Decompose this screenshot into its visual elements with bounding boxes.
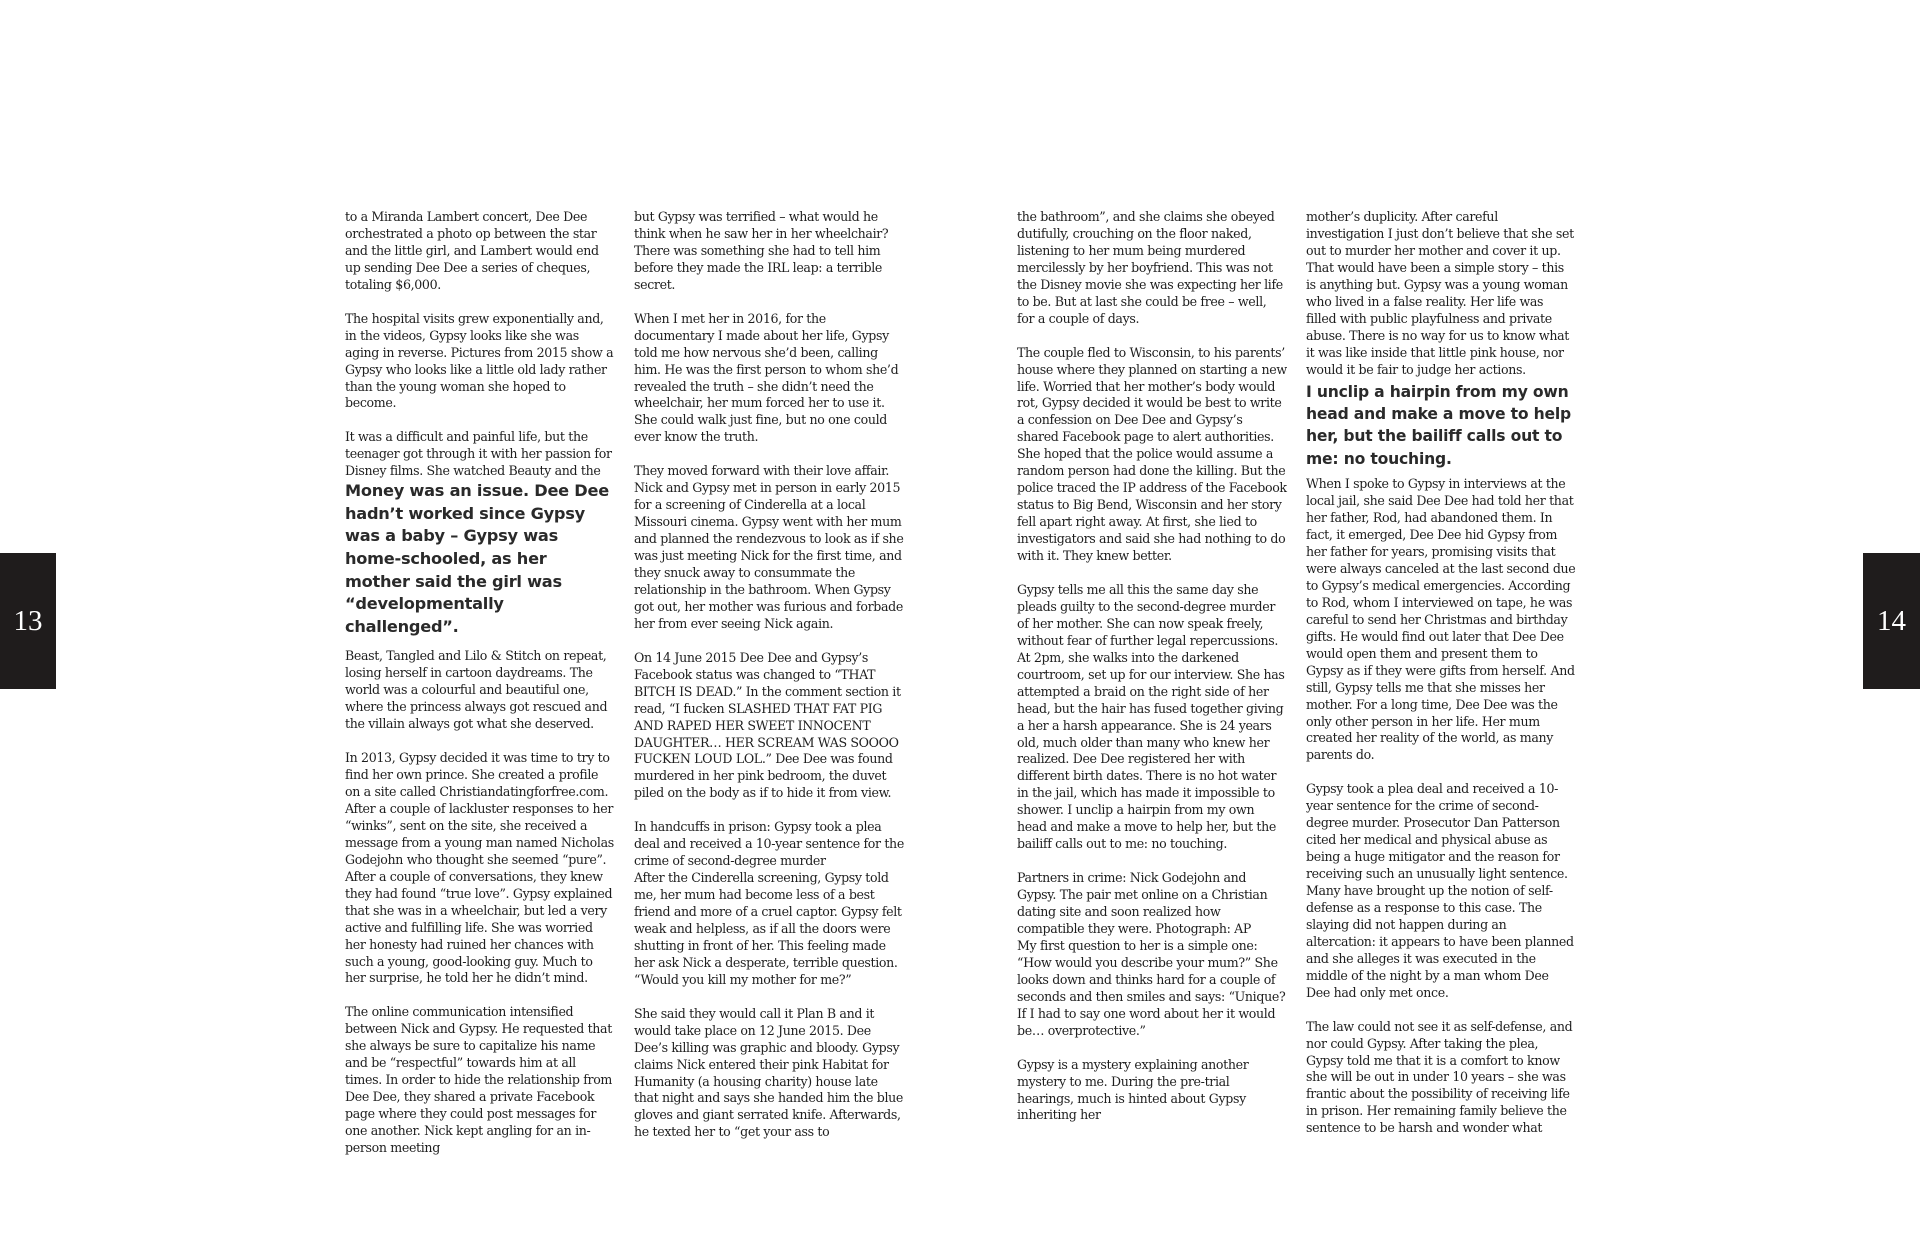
article-column-3 <box>1017 209 1287 1141</box>
body-paragraph: They moved forward with their love affair. Nick and Gypsy met in person in early 2015 for a screening of Cinderella at a local Missouri cinema. Gypsy went with her mum and planned the rendezvous to look as if she was just meeting Nick for the first time, and they snuck away to consummate the relationship in the bathroom. When Gypsy got out, her mother was furious and forbade her from ever seeing Nick again. <box>634 463 904 631</box>
body-paragraph: The online communication intensified between Nick and Gypsy. He requested that she always be sure to capitalize his name and be “respectful” towards him at all times. In order to hide the relationship from Dee Dee, they shared a private Facebook page where they could post messages for one another. Nick kept angling for an in-person meeting <box>345 1004 613 1155</box>
body-paragraph: When I spoke to Gypsy in interviews at the local jail, she said Dee Dee had told her that her father, Rod, had abandoned them. In fact, it emerged, Dee Dee hid Gypsy from her father for years, promising visits that were always canceled at the last second due to Gypsy’s medical emergencies. According to Rod, whom I interviewed on tape, he was careful to send her Christmas and birthday gifts. He would find out later that Dee Dee would open them and present them to Gypsy as if they were gifts from herself. And still, Gypsy tells me that she misses her mother. For a long time, Dee Dee was the only other person in her life. Her mum created her reality of the world, as many parents do. <box>1306 476 1576 763</box>
body-paragraph: The couple fled to Wisconsin, to his parents’ house where they planned on starting a new life. Worried that her mother’s body would rot, Gypsy decided it would be best to write a confession on Dee Dee and Gypsy’s shared Facebook page to alert authorities. She hoped that the police would assume a random person had done the killing. But the police traced the IP address of the Facebook status to Big Bend, Wisconsin and her story fell apart right away. At first, she lied to investigators and said she had nothing to do with it. They knew better. <box>1017 344 1287 564</box>
page-number-left: 13 <box>0 553 56 689</box>
body-paragraph: Partners in crime: Nick Godejohn and Gypsy. The pair met online on a Christian dating site and soon realized how compatible they were. Photograph: AP My first question to her is a simple one: “How would you describe your mum?” She looks down and thinks hard for a couple of seconds and then smiles and says: “Unique? If I had to say one word about her it would be… overprotective.” <box>1017 870 1286 1038</box>
body-paragraph: Gypsy tells me all this the same day she pleads guilty to the second-degree murder of her mother. She can now speak freely, without fear of further legal repercussions. At 2pm, she walks into the darkened courtroom, set up for our interview. She has attempted a braid on the right side of her head, but the hair has fused together giving a her a harsh appearance. She is 24 years old, much older than many who knew her realized. Dee Dee registered her with different birth dates. There is no hot water in the jail, which has made it impossible to shower. I unclip a hairpin from my own head and make a move to help her, but the bailiff calls out to me: no touching. <box>1017 581 1285 852</box>
pull-quote: Money was an issue. Dee Dee hadn’t worked since Gypsy was a baby – Gypsy was home-schooled, as her mother said the girl was “developmentally challenged”. <box>345 481 609 636</box>
body-paragraph: Beast, Tangled and Lilo & Stitch on repeat, losing herself in cartoon daydreams. The world was a colourful and beautiful one, where the princess always got rescued and the villain always got what she deserved. <box>345 648 608 732</box>
body-paragraph: Gypsy is a mystery explaining another mystery to me. During the pre-trial hearings, much is hinted about Gypsy inheriting her <box>1017 1056 1249 1123</box>
body-paragraph: The hospital visits grew exponentially and, in the videos, Gypsy looks like she was aging in reverse. Pictures from 2015 show a Gypsy who looks like a little old lady rather than the young woman she hoped to become. <box>345 310 614 411</box>
body-paragraph: The law could not see it as self-defense, and nor could Gypsy. After taking the plea, Gypsy told me that it is a comfort to know she will be out in under 10 years – she was frantic about the possibility of receiving life in prison. Her remaining family believe the sentence to be harsh and wonder what <box>1306 1018 1573 1136</box>
body-paragraph: It was a difficult and painful life, but the teenager got through it with her passion for Disney films. She watched Beauty and the <box>345 429 612 479</box>
body-paragraph: Gypsy took a plea deal and received a 10-year sentence for the crime of second-degree murder. Prosecutor Dan Patterson cited her medical and physical abuse as being a huge mitigator and the reason for receiving such an unusually light sentence. Many have brought up the notion of self-defense as a response to this case. The slaying did not happen during an altercation: it appears to have been planned and she alleges it was executed in the middle of the night by a man whom Dee Dee had only met once. <box>1306 781 1574 1000</box>
article-column-1 <box>345 209 615 1174</box>
article-column-2 <box>634 209 904 1158</box>
body-paragraph: but Gypsy was terrified – what would he think when he saw her in her wheelchair? There was something she had to tell him before they made the IRL leap: a terrible secret. <box>634 209 889 292</box>
page-number-right: 14 <box>1863 553 1920 689</box>
pull-quote: I unclip a hairpin from my own head and make a move to help her, but the bailiff calls out to me: no touching. <box>1306 382 1571 468</box>
body-paragraph: the bathroom”, and she claims she obeyed dutifully, crouching on the floor naked, listening to her mum being murdered mercilessly by her boyfriend. This was not the Disney movie she was expecting her life to be. But at last she could be free – well, for a couple of days. <box>1017 209 1283 326</box>
article-column-4 <box>1306 209 1576 1154</box>
body-paragraph: to a Miranda Lambert concert, Dee Dee orchestrated a photo op between the star and the little girl, and Lambert would end up sending Dee Dee a series of cheques, totaling $6,000. <box>345 209 599 292</box>
body-paragraph: On 14 June 2015 Dee Dee and Gypsy’s Facebook status was changed to “THAT BITCH IS DEAD.” In the comment section it read, “I fucken SLASHED THAT FAT PIG AND RAPED HER SWEET INNOCENT DAUGHTER… HER SCREAM WAS SOOOO FUCKEN LOUD LOL.” Dee Dee was found murdered in her pink bedroom, the duvet piled on the body as if to hide it from view. <box>634 649 901 801</box>
body-paragraph: mother’s duplicity. After careful investigation I just don’t believe that she set out to murder her mother and cover it up. That would have been a simple story – this is anything but. Gypsy was a young woman who lived in a false reality. Her life was filled with public playfulness and private abuse. There is no way for us to know what it was like inside that little pink house, nor would it be fair to judge her actions. <box>1306 209 1574 377</box>
body-paragraph: In 2013, Gypsy decided it was time to try to find her own prince. She created a profile on a site called Christiandatingforfree.com. After a couple of lackluster responses to her “winks”, sent on the site, she received a message from a young man named Nicholas Godejohn who thought she seemed “pure”. After a couple of conversations, they knew they had found “true love”. Gypsy explained that she was in a wheelchair, but led a very active and fulfilling life. She was worried her honesty had ruined her chances with such a young, good-looking guy. Much to her surprise, he told her he didn’t mind. <box>345 750 614 986</box>
body-paragraph: In handcuffs in prison: Gypsy took a plea deal and received a 10-year sentence for the crime of second-degree murder After the Cinderella screening, Gypsy told me, her mum had become less of a best friend and more of a cruel captor. Gypsy felt weak and helpless, as if all the doors were shutting in front of her. This feeling made her ask Nick a desperate, terrible question. “Would you kill my mother for me?” <box>634 819 904 987</box>
body-paragraph: When I met her in 2016, for the documentary I made about her life, Gypsy told me how nervous she’d been, calling him. He was the first person to whom she’d revealed the truth – she didn’t need the wheelchair, her mum forced her to use it. She could walk just fine, but no one could ever know the truth. <box>634 310 899 445</box>
body-paragraph: She said they would call it Plan B and it would take place on 12 June 2015. Dee Dee’s killing was graphic and bloody. Gypsy claims Nick entered their pink Habitat for Humanity (a housing charity) house late that night and says she handed him the blue gloves and giant serrated knife. Afterwards, he texted her to “get your ass to <box>634 1005 904 1140</box>
